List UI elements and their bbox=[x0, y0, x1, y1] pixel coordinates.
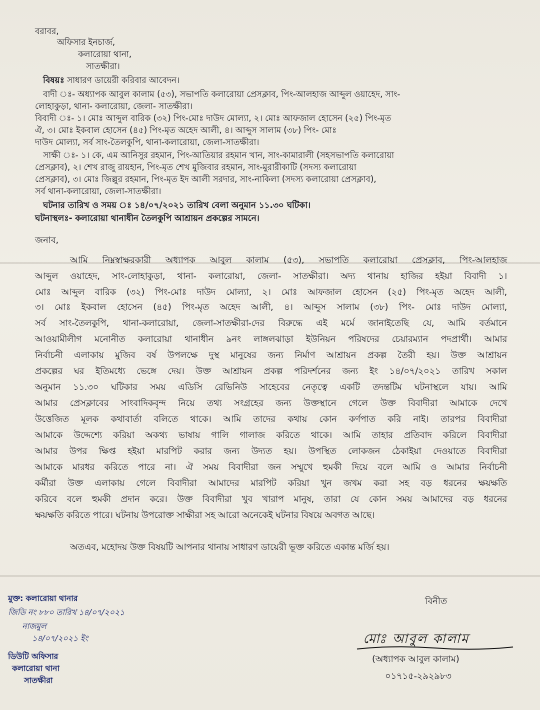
body-line: উত্তেজিত মূলক কথাবার্তা বলিতে থাকে। আমি তাদের কথায় কোন কর্ণপাত করি নাই। তারপর বিবাদীরা bbox=[35, 415, 507, 425]
valediction: বিনীত bbox=[425, 597, 447, 607]
body-line: সর্ব সাং-তৈলকুপি, থানা-কলারোয়া, জেলা-সাতক্ষীরা-দের বিরুদ্ধে এই মর্মে জানাইতেছি যে, আমি বর্তমানে bbox=[35, 319, 507, 329]
body-line: আমাকে উদ্দেশ্যে করিয়া অকথ্য ভাষায় গালি গালাজ করিতে থাকে। আমি তাহার প্রতিবাদ করিলে বিবাদীরা bbox=[35, 431, 507, 441]
salutation: বরাবর, bbox=[35, 27, 59, 37]
witness-line: প্রেসক্লাব), ২। শেখ রাজু রায়হান, পিং-মৃত শেখ মুজিবার রহমান, সাং-মুরারীকাটি (সদস্য কলারোয়া bbox=[35, 163, 357, 173]
stamp-line: ডিউটি অফিসার bbox=[8, 652, 59, 661]
stamp-date: ১৪/০৭/২০২১ ইং bbox=[32, 634, 88, 643]
complainant-line: বাদী ঃ- অধ্যাপক আবুল কালাম (৫৩), সভাপতি কলারোয়া প্রেসক্লাব, পিং-আলহাজ আব্দুল ওয়াহেদ, সাং- bbox=[43, 90, 401, 100]
handwritten-signature: মোঃ আবুল কালাম bbox=[363, 632, 470, 647]
accused-line: বিবাদী ঃ- ১। মোঃ আব্দুল বারিক (৩২) পিং-মোঃ দাউদ মোল্যা, ২। মোঃ আফজাল হোসেন (২৫) পিং-মৃত bbox=[35, 114, 392, 124]
recipient-district: সাতক্ষীরা। bbox=[86, 62, 120, 72]
stamp-gd-entry: জিডি নং ৮৮০ তারিখ ১৪/০৭/২০২১ bbox=[8, 608, 125, 617]
greeting: জনাব, bbox=[35, 236, 59, 246]
stamp-officer-signature: নাজমুল bbox=[22, 622, 47, 631]
body-line: করিবে বলে হুমকী প্রদান করে। উক্ত বিবাদীরা খুব খারাপ মানুষ, তারা যে কোন সময় আমাদের বড় ধরনের bbox=[35, 495, 507, 505]
subject-text: সাধারণ ডায়েরী করিবার আবেদন। bbox=[66, 76, 180, 86]
incident-datetime: ঘটনার তারিখ ও সময় ঃ ১৪/০৭/২০২১ তারিখ বেলা অনুমান ১১.৩০ ঘটিকা। bbox=[43, 201, 311, 211]
closing-paragraph: অতএব, মহোদয় উক্ত বিষয়টি আপনার থানায় সাধারণ ডায়েরী ভূক্ত করিতে একান্ত মর্জি হয়। bbox=[70, 543, 390, 553]
stamp-line: সাতক্ষীরা bbox=[24, 676, 53, 685]
witness-line: সর্ব থানা-কলারোয়া, জেলা-সাতক্ষীরা। bbox=[35, 187, 162, 197]
body-line: আব্দুল ওয়াহেদ, সাং-লোহাকুড়া, থানা- কলারোয়া, জেলা- সাতক্ষীরা। অদ্য থানায় হাজির হইয়া বিবাদী ১। bbox=[35, 272, 507, 282]
body-line: নির্বাচনী এলাকায় মুজিব বর্ষ উপলক্ষে দুস্থ মানুষের জন্য নির্মাণ আশ্রায়ন প্রকল্প তৈরী হয়। উক্ত আশ্রায়ন bbox=[35, 351, 507, 361]
signatory-name: (অধ্যাপক আবুল কালাম) bbox=[372, 655, 460, 665]
receipt-stamp bbox=[2, 590, 167, 700]
witness-line: সাক্ষী ঃ- ১। কে, এম আনিসুর রহমান, পিং-আতিয়ার রহমান খান, সাং-কামারালী (সহসভাপতি কলারোয়া bbox=[43, 151, 395, 161]
body-line: প্রকল্পের ঘর ইতিমধ্যে ভেঙ্গে দেয়। উক্ত আশ্রায়ন প্রকল্প পরিদর্শনের জন্য ইং ১৪/০৭/২০২১ তারিখ সকাল bbox=[35, 367, 507, 377]
subject-label: বিষয়ঃ bbox=[43, 76, 65, 86]
recipient-station: কলারোয়া থানা, bbox=[78, 50, 132, 60]
signature-underline bbox=[355, 644, 515, 652]
accused-line: ঐ, ৩। মোঃ ইকবাল হোসেন (৪৫) পিং-মৃত অহেদ আলী, ৪। আব্দুস সালাম (৩৮) পিং- মোঃ bbox=[35, 126, 337, 136]
body-line: ৩। মোঃ ইকবাল হোসেন (৪৫) পিং-মৃত অহেদ আলী, ৪। আব্দুস সালাম (৩৮) পিং- মোঃ দাউদ মোল্যা, bbox=[35, 303, 507, 313]
subject bbox=[43, 76, 179, 86]
complainant-line: লোহাকুড়া, থানা- কলারোয়া, জেলা- সাতক্ষীরা। bbox=[35, 102, 193, 112]
body-line: ক্ষয়ক্ষতি করিতে পারে। ঘটনায় উপরোক্ত সাক্ষীরা সহ আরো অনেকেই ঘটনার বিষয়ে অবগত আছে। bbox=[35, 511, 375, 521]
body-line: আমি নিম্নস্বাক্ষরকারী অধ্যাপক আবুল কালাম (৫৩), সভাপতি কলারোয়া প্রেসক্লাব, পিং-আলহাজ bbox=[70, 256, 507, 266]
body-line: কর্মীরা উক্ত এলাকায় গেলে বিবাদীরা আমাদের মারপিট করিয়া খুন জখম করা সহ বড় ধরনের ক্ষয়ক্ষতি bbox=[35, 479, 507, 489]
body-line: আওয়ামীলীগ মনোনীত কলারোয়া থানাধীন ৯নং লাঙ্গলঝাড়া ইউনিয়ন পরিষদের চেয়ারম্যান পদপ্রার্থী। আমার bbox=[35, 335, 507, 345]
incident-place: ঘটনাস্থলঃ- কলারোয়া থানাধীন তৈলকুপি আশ্রায়ন প্রকল্পের সামনে। bbox=[35, 214, 260, 224]
signatory-phone: ০১৭১৫-২৯২৯৮৩ bbox=[385, 672, 452, 682]
stamp-line: মুক্ত: কলারোয়া থানার bbox=[8, 594, 78, 603]
body-line: আমার প্রেসক্লাবের সাংবাদিকবৃন্দ নিয়ে তথ্য সংগ্রহের জন্য উক্তস্থানে গেলে উক্ত বিবাদীরা আমাকে দেখে bbox=[35, 399, 507, 409]
body-line: অনুমান ১১.৩০ ঘটিকার সময় এডিসি রেভিনিউ সাহেবের নেতৃত্বে একটি তদন্তটিম ঘটনাস্থলে যায়। আমি bbox=[35, 383, 507, 393]
recipient-title: অফিসার ইনচার্জ, bbox=[57, 38, 115, 48]
witness-line: প্রেসক্লাব), ৩। মোঃ জিল্লুর রহমান, পিং-মৃত ইদ আলী সরদার, সাং-নাকিলা (সদস্য কলারোয়া প্রেসক্লাব), bbox=[35, 175, 377, 185]
stamp-line: কলারোয়া থানা bbox=[12, 664, 60, 673]
accused-line: দাউদ মোল্যা, সর্ব সাং-তৈলকুপি, থানা-কলারোয়া, জেলা-সাতক্ষীরা। bbox=[35, 138, 260, 148]
paper-fold bbox=[0, 575, 540, 577]
body-line: মোঃ আব্দুল বারিক (৩২) পিং-মোঃ দাউদ মোল্যা, ২। মোঃ আফজাল হোসেন (২৫) পিং-মৃত অহেদ আলী, bbox=[35, 288, 507, 298]
body-line: আমার উপর ক্ষিপ্ত হইয়া মারপিট করার জন্য উদ্যত হয়। উপস্থিত লোকজন ঠেকাইয়া দেওয়াতে বিবাদীরা bbox=[35, 447, 507, 457]
body-line: আমাকে মারধর করিতে পারে না। ঐ সময় বিবাদীরা জন সম্মুখে হুমকী দিয়ে বলে আমি ও আমার নির্বাচনী bbox=[35, 463, 507, 473]
